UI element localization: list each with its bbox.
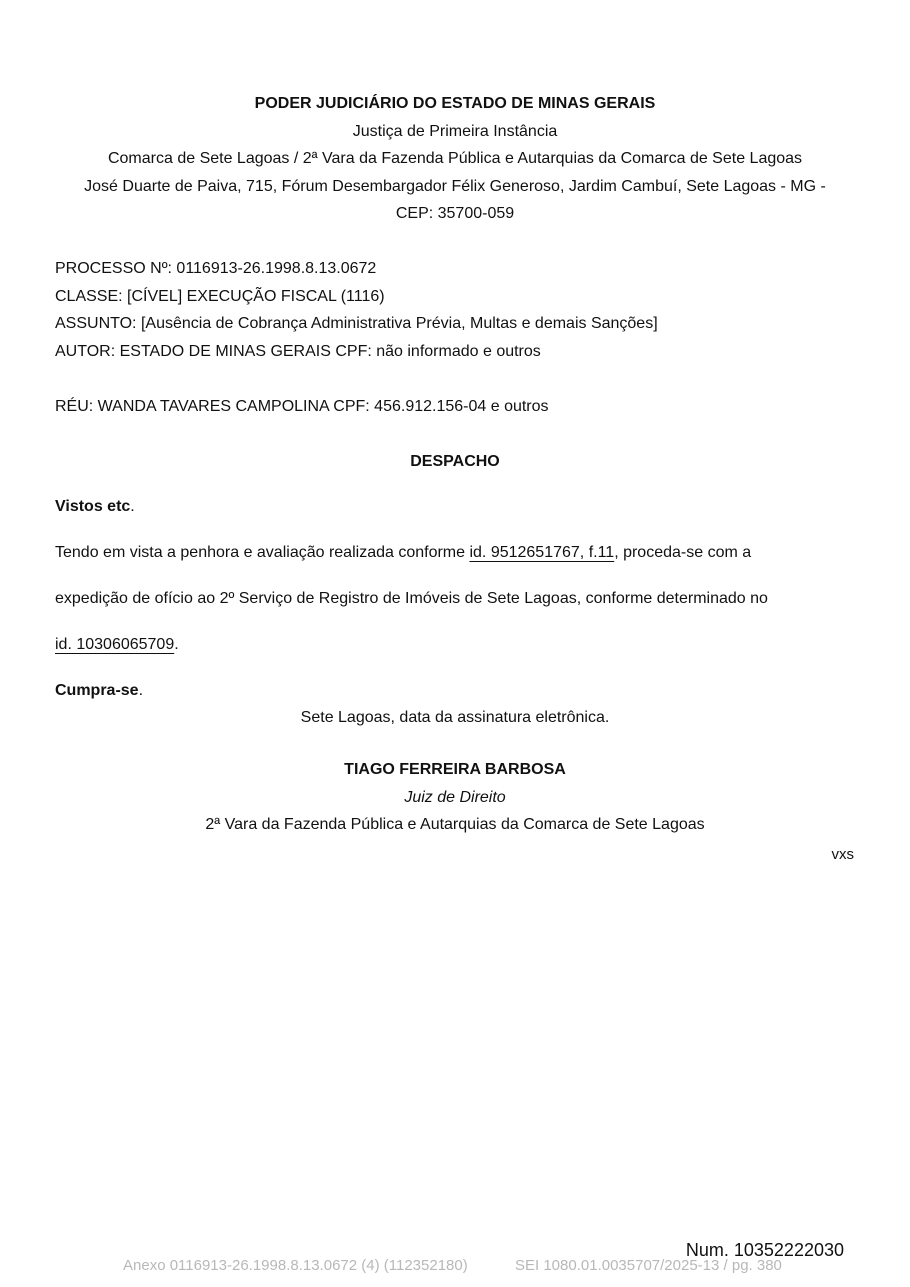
paragraph-line-2: expedição de ofício ao 2º Serviço de Registro de Imóveis de Sete Lagoas, conforme determinado no — [55, 590, 768, 607]
paragraph-text-1: Tendo em vista a penhora e avaliação realizada conforme — [55, 544, 470, 561]
cumpra-period: . — [138, 682, 144, 699]
document-number: Num. 10352222030 — [685, 1240, 844, 1260]
process-author: AUTOR: ESTADO DE MINAS GERAIS CPF: não informado e outros — [55, 343, 541, 360]
process-subject: ASSUNTO: [Ausência de Cobrança Administrativa Prévia, Multas e demais Sanções] — [55, 315, 658, 332]
cumpra-text: Cumpra-se — [55, 682, 139, 699]
process-class: CLASSE: [CÍVEL] EXECUÇÃO FISCAL (1116) — [55, 288, 385, 305]
court-heading: PODER JUDICIÁRIO DO ESTADO DE MINAS GERAIS — [254, 95, 656, 112]
instance-line: Justiça de Primeira Instância — [352, 123, 558, 140]
author-initials: vxs — [831, 846, 854, 863]
vistos-line — [55, 497, 135, 517]
vistos-text: Vistos etc — [55, 498, 131, 515]
sei-footer: SEI 1080.01.0035707/2025-13 / pg. 380 — [515, 1257, 782, 1274]
comarca-line: Comarca de Sete Lagoas / 2ª Vara da Fazenda Pública e Autarquias da Comarca de Sete Lagoas — [107, 150, 803, 167]
reference-link-2[interactable]: id. 10306065709 — [55, 636, 175, 653]
address-line-1: José Duarte de Paiva, 715, Fórum Desembargador Félix Generoso, Jardim Cambuí, Sete Lagoas - MG - — [84, 178, 826, 195]
paragraph-period: . — [174, 636, 179, 653]
vistos-period: . — [130, 498, 135, 515]
process-defendant: RÉU: WANDA TAVARES CAMPOLINA CPF: 456.912.156-04 e outros — [55, 398, 549, 415]
place-date: Sete Lagoas, data da assinatura eletrônica. — [300, 709, 610, 726]
address-line-2: CEP: 35700-059 — [395, 205, 515, 222]
process-number: PROCESSO Nº: 0116913-26.1998.8.13.0672 — [55, 260, 377, 277]
annex-footer: Anexo 0116913-26.1998.8.13.0672 (4) (112352180) — [123, 1257, 468, 1274]
reference-link-1[interactable]: id. 9512651767, f.11 — [469, 544, 615, 561]
paragraph-line-1 — [55, 543, 751, 563]
judge-court: 2ª Vara da Fazenda Pública e Autarquias da Comarca de Sete Lagoas — [205, 816, 705, 833]
document-title: DESPACHO — [410, 453, 500, 470]
cumpra-line — [55, 681, 143, 701]
paragraph-line-3 — [55, 635, 179, 655]
judge-name: TIAGO FERREIRA BARBOSA — [344, 761, 566, 778]
paragraph-text-1-rest: , proceda-se com a — [614, 544, 752, 561]
judge-role: Juiz de Direito — [404, 789, 506, 806]
